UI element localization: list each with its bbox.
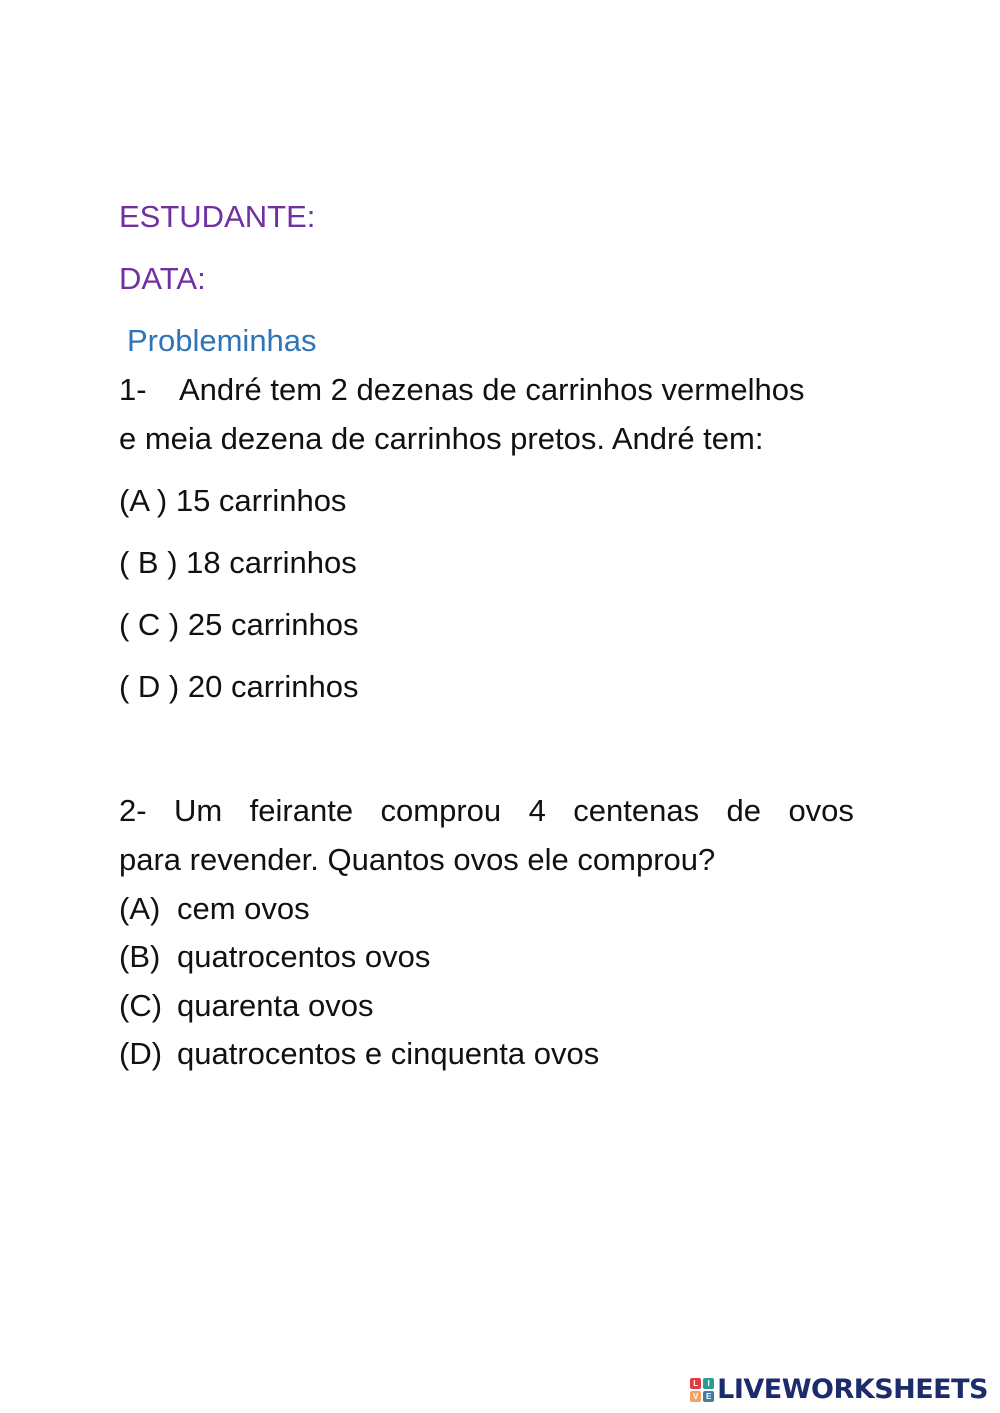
question-1-number: 1- — [119, 372, 147, 407]
logo-mark-tile: L — [690, 1378, 701, 1389]
question-1-option-b[interactable]: ( B ) 18 carrinhos — [119, 545, 357, 580]
option-text: quatrocentos ovos — [177, 939, 431, 974]
question-2-word: de — [726, 793, 761, 828]
question-1-line-1 — [119, 371, 805, 409]
student-label: ESTUDANTE: — [119, 199, 316, 234]
question-2-option-a[interactable] — [119, 890, 310, 928]
logo-mark-icon — [690, 1378, 714, 1402]
question-2-word: ovos — [788, 793, 854, 828]
option-letter: (A) — [119, 891, 161, 926]
question-2-word: comprou — [380, 793, 502, 828]
date-label: DATA: — [119, 261, 206, 296]
option-letter: (B) — [119, 939, 161, 974]
logo-mark-tile: I — [703, 1378, 714, 1389]
question-1-text-1: André tem 2 dezenas de carrinhos vermelhos — [179, 372, 805, 407]
question-1-option-d[interactable]: ( D ) 20 carrinhos — [119, 669, 359, 704]
option-text: cem ovos — [177, 891, 310, 926]
question-2-word: Um — [174, 793, 223, 828]
question-2-number: 2- — [119, 793, 147, 828]
question-2-word: centenas — [573, 793, 700, 828]
option-text: quarenta ovos — [177, 988, 374, 1023]
question-2-option-c[interactable] — [119, 987, 373, 1025]
option-text: quatrocentos e cinquenta ovos — [177, 1036, 600, 1071]
option-letter: (D) — [119, 1036, 163, 1071]
question-2-word: 4 — [528, 793, 546, 828]
logo-text: LIVEWORKSHEETS — [717, 1374, 988, 1405]
question-2-option-b[interactable] — [119, 938, 430, 976]
logo-mark-tile: E — [703, 1391, 714, 1402]
question-1-option-c[interactable]: ( C ) 25 carrinhos — [119, 607, 359, 642]
question-1-option-a[interactable]: (A ) 15 carrinhos — [119, 483, 347, 518]
question-2-option-d[interactable] — [119, 1035, 599, 1073]
question-2-line-1 — [119, 792, 854, 830]
liveworksheets-logo — [690, 1374, 988, 1405]
logo-mark-tile: V — [690, 1391, 701, 1402]
question-2-line-2: para revender. Quantos ovos ele comprou? — [119, 842, 716, 877]
option-letter: (C) — [119, 988, 163, 1023]
question-2-word: feirante — [249, 793, 354, 828]
question-1-line-2: e meia dezena de carrinhos pretos. André tem: — [119, 421, 764, 456]
worksheet-title: Probleminhas — [127, 323, 317, 358]
